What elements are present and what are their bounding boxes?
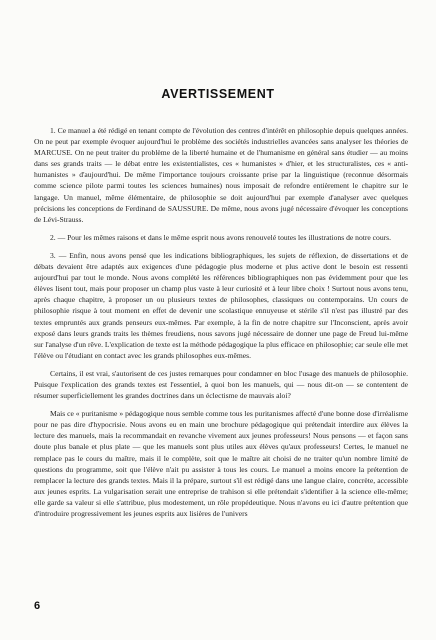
paragraph-1: 1. Ce manuel a été rédigé en tenant compte de l'évolution des centres d'intérêt en philosophie depuis quelques années. On ne peut par exemple évoquer aujourd'hui le problème des sociétés industrielles avancées sans analyser les théories de MARCUSE. On ne peut traiter du problème de la liberté humaine et de l'humanisme en général sans étudier — au moins dans ses grands traits — le débat entre les existentialistes, ces « humanistes » d'hier, et les structuralistes, ces « anti-humanistes » d'aujourd'hui. De même l'importance toujours croissante prise par la linguistique (reconnue désormais comme science pilote parmi toutes les sciences humaines) nous imposait de refondre entièrement le chapitre sur le langage. Un manuel, même élémentaire, de philosophie se doit aujourd'hui par exemple d'analyser avec quelques précisions les conceptions de Ferdinand de SAUSSURE. De même, nous avons jugé nécessaire d'évoquer les conceptions de Lévi-Strauss.	[34, 126, 408, 224]
paragraph-4: Certains, il est vrai, s'autorisent de ces justes remarques pour condamner en bloc l'usage des manuels de philosophie. Puisque l'explication des grands textes est l'essentiel, à quoi bon les manuels, qui — nous dit-on — se contentent de résumer superficiellement les grandes doctrines dans un éclectisme de mauvais aloi?	[34, 368, 408, 401]
paragraph-2: 2. — Pour les mêmes raisons et dans le même esprit nous avons renouvelé toutes les illustrations de notre cours.	[50, 232, 392, 242]
paragraph-3: 3. — Enfin, nous avons pensé que les indications bibliographiques, les sujets de réflexion, de dissertations et de débats devaient être adaptés aux exigences d'une pédagogie plus moderne et plus active dont le besoin est ressenti aujourd'hui par tout le monde. Nous avons complété les références bibliographiques non pas évidemment pour que les élèves lisent tout, mais pour proposer un champ plus vaste à leur curiosité et à leur libre choix ! Surtout nous avons tenu, après chaque chapitre, à proposer un ou plusieurs textes de philosophes, classiques ou contemporains. Un cours de philosophie risque à tout moment en effet de devenir une scolastique ennuyeuse et stérile s'il n'est pas illustré par des textes empruntés aux grands penseurs eux-mêmes. Par exemple, à la fin de notre chapitre sur l'Inconscient, après avoir exposé dans leurs grands traits les thèmes freudiens, nous savons jugé nécessaire de donner une page de Freud lui-même sur l'analyse d'un rêve. L'explication de texte est la méthode pédagogique la plus efficace en philosophie; car seule elle met l'élève ou l'étudiant en contact avec les grands philosophes eux-mêmes.	[34, 250, 408, 360]
body-text	[34, 125, 408, 526]
page-title: AVERTISSEMENT	[161, 87, 275, 101]
page-number: 6	[34, 600, 41, 612]
paragraph-5: Mais ce « puritanisme » pédagogique nous semble comme tous les puritanismes affecté d'une bonne dose d'irréalisme pour ne pas dire d'hypocrisie. Nous avons eu en main une brochure pédagogique qui prétendait interdire aux élèves la lecture des manuels, mais la recommandait en revanche vivement aux jeunes professeurs! Nous pensons — et façon sans doute plus banale et plus plate — que les manuels sont plus utiles aux élèves qu'aux professeurs! Certes, le manuel ne remplace pas le cours du maître, mais il le complète, soit que le maître ait choisi de ne traiter qu'un nombre limité de questions du programme, soit que l'élève n'ait pu assister à tous les cours. Le manuel a moins encore la prétention de remplacer la lecture des grands textes. Mais il la prépare, surtout s'il est rédigé dans une langue claire, concrète, accessible aux jeunes esprits. La vulgarisation serait une entreprise de trahison si elle prétendait s'identifier à la science elle-même; elle garde sa valeur si elle s'attribue, plus modestement, un rôle propédeutique. Nous n'avons eu ici d'autre prétention que d'introduire progressivement les jeunes esprits aux lisières de l'univers	[34, 409, 408, 518]
